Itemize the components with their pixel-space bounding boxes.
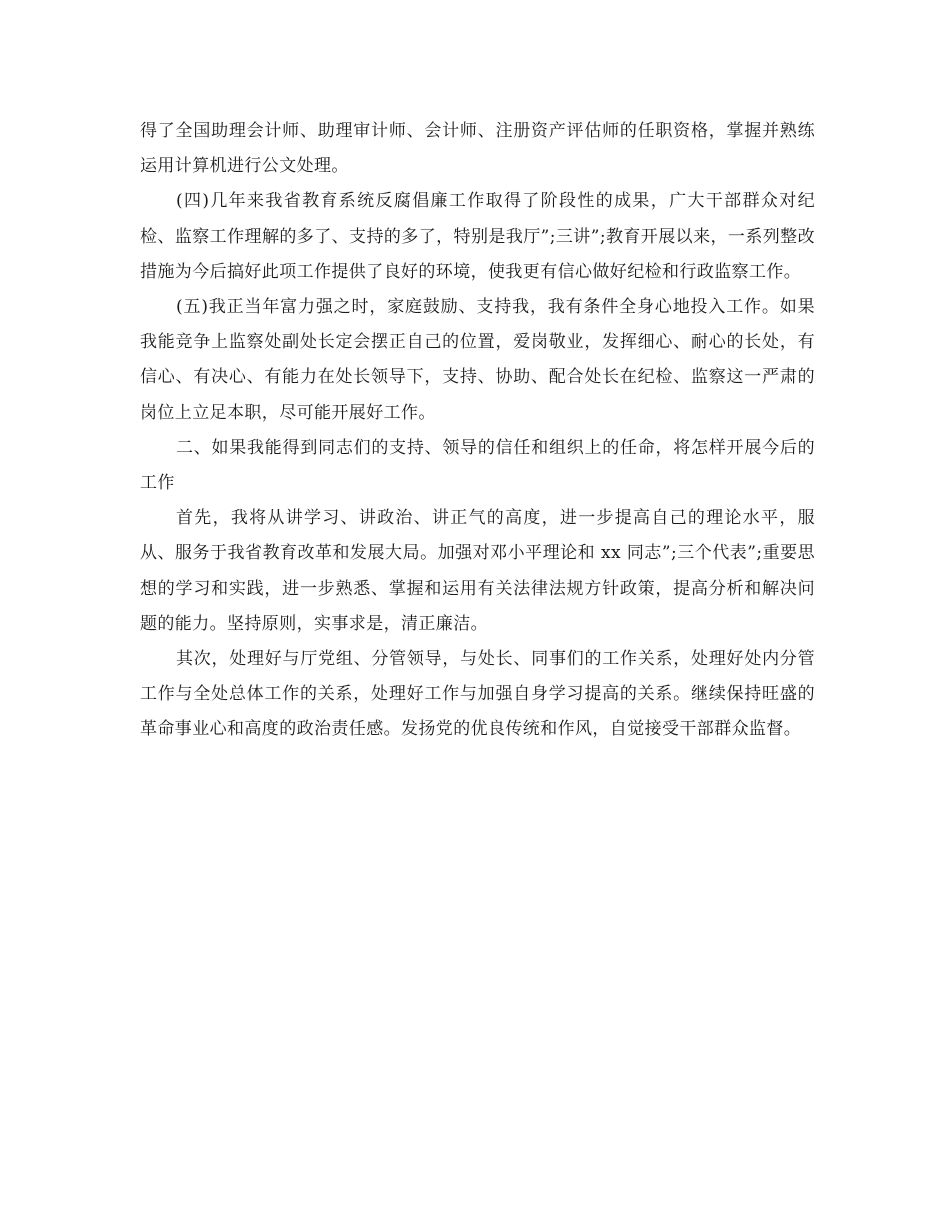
paragraph-continuation: 得了全国助理会计师、助理审计师、会计师、注册资产评估师的任职资格，掌握并熟练运用计算机进行公文处理。 <box>140 121 815 177</box>
paragraph-point-four: (四)几年来我省教育系统反腐倡廉工作取得了阶段性的成果，广大干部群众对纪检、监察工作理解的多了、支持的多了，特别是我厅”;三讲”;教育开展以来，一系列整改措施为今后搞好此项工作提供了良好的环境，使我更有信心做好纪检和行政监察工作。 <box>140 191 815 282</box>
paragraph-second: 其次，处理好与厅党组、分管领导，与处长、同事们的工作关系，处理好处内分管工作与全处总体工作的关系，处理好工作与加强自身学习提高的关系。继续保持旺盛的革命事业心和高度的政治责任感。发扬党的优良传统和作风，自觉接受干部群众监督。 <box>140 649 815 740</box>
paragraph-first: 首先，我将从讲学习、讲政治、讲正气的高度，进一步提高自己的理论水平，服从、服务于我省教育改革和发展大局。加强对邓小平理论和 xx 同志”;三个代表”;重要思想的学习和实践，进一步熟悉、掌握和运用有关法律法规方针政策，提高分析和解决问题的能力。坚持原则，实事求是，清正廉洁。 <box>140 508 815 634</box>
section-heading-two: 二、如果我能得到同志们的支持、领导的信任和组织上的任命，将怎样开展今后的工作 <box>140 437 815 494</box>
paragraph-point-five: (五)我正当年富力强之时，家庭鼓励、支持我，我有条件全身心地投入工作。如果我能竞争上监察处副处长定会摆正自己的位置，爱岗敬业，发挥细心、耐心的长处，有信心、有决心、有能力在处长领导下，支持、协助、配合处长在纪检、监察这一严肃的岗位上立足本职，尽可能开展好工作。 <box>140 297 815 423</box>
document-body <box>140 114 815 748</box>
